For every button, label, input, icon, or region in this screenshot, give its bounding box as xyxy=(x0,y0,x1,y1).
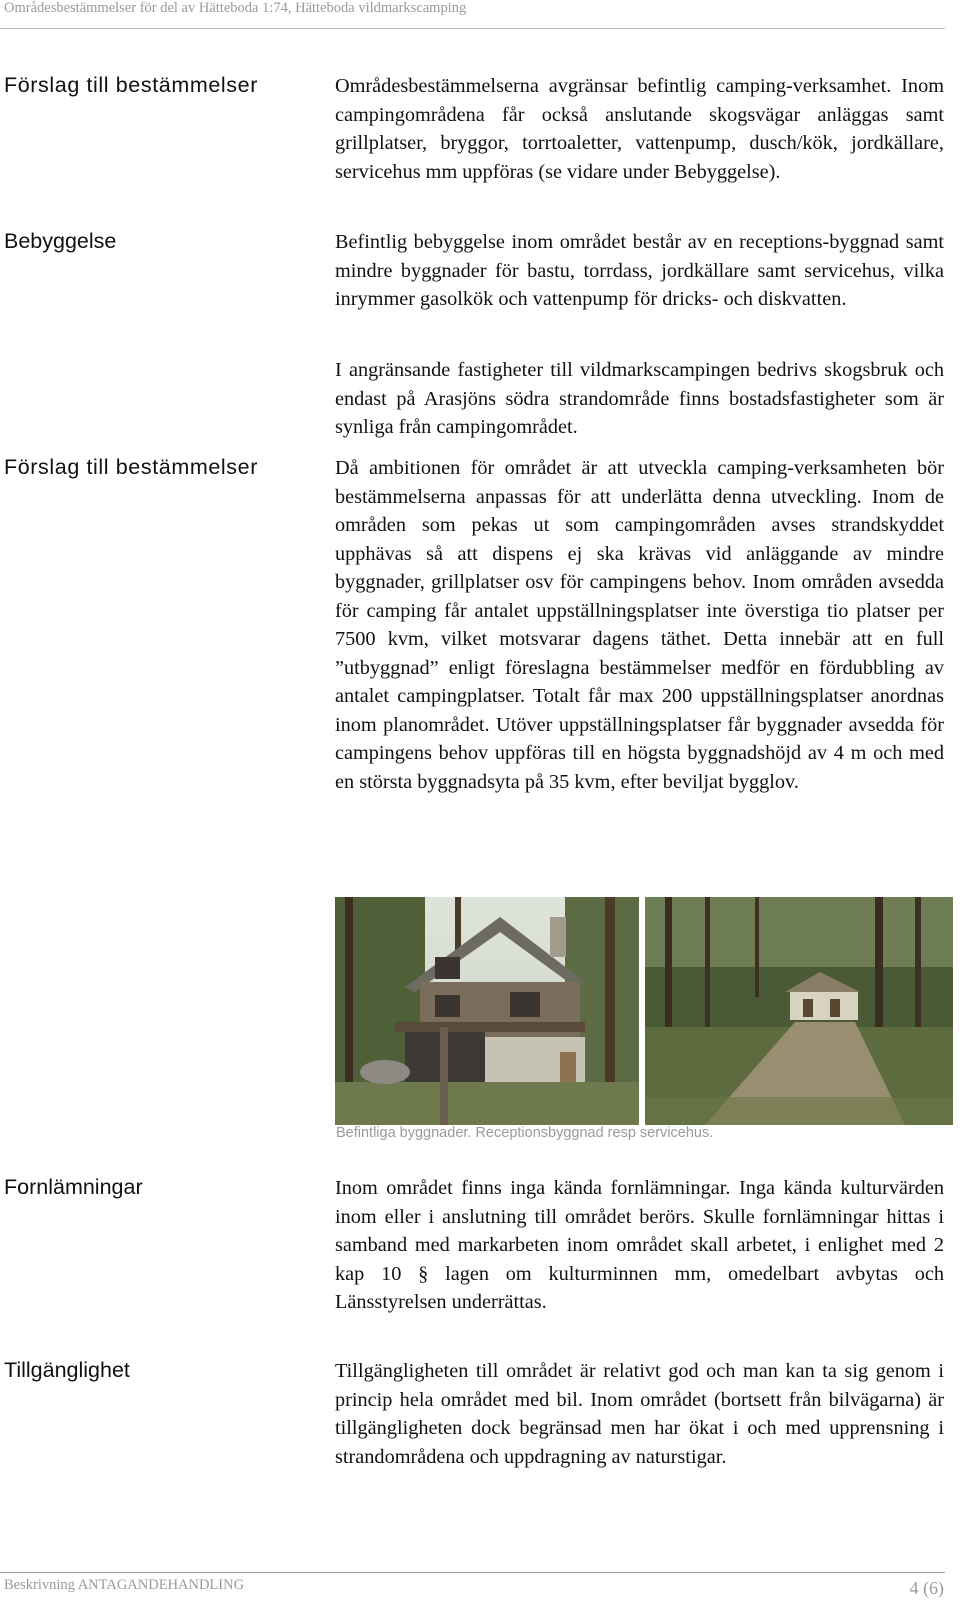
section-label-fornlamningar: Fornlämningar xyxy=(4,1175,143,1199)
paragraph-forslag-1: Områdesbestämmelserna avgränsar befintlig camping-verksamhet. Inom campingområdena får också anslutande skogsvägar anläggas samt grillplatser, bryggor, torrtoaletter, vattenpump, dusch/kök, jordkällare, servicehus mm uppföras (se vidare under Bebyggelse). xyxy=(335,75,944,183)
footer-page-number: 4 (6) xyxy=(909,1578,944,1598)
section-label-forslag-2: Förslag till bestämmelser xyxy=(4,455,258,479)
paragraph-bebyggelse-1: Befintlig bebyggelse inom området består av en receptions-byggnad samt mindre byggnader för bastu, torrdass, jordkällare samt servicehus, vilka inrymmer gasolkök och vattenpump för dricks- och diskvatten. xyxy=(335,231,944,310)
page-header: Områdesbestämmelser för del av Hätteboda 1:74, Hätteboda vildmarkscamping xyxy=(4,0,467,16)
paragraph-forslag-2: Då ambitionen för området är att utveckla camping-verksamheten bör bestämmelserna anpassas för att underlätta denna utveckling. Inom de områden som pekas ut som campingområden avses strandskyddet upphävas så att dispens ej ska krävas vid anläggande av mindre byggnader, grillplatser osv för campingens behov. Inom områden avsedda för camping får antalet uppställningsplatser inte överstiga tio platser per 7500 kvm, vilket motsvarar dagens täthet. Detta innebär att en full ”utbyggnad” enligt föreslagna bestämmelser medför en fördubbling av antalet campingplatser. Totalt får max 200 uppställningsplatser anordnas inom planområdet. Utöver uppställningsplatser får byggnader avsedda för campingens behov uppföras till en högsta byggnadshöjd av 4 m och med en största byggnadsyta på 35 kvm, efter beviljat bygglov. xyxy=(335,457,944,793)
paragraph-fornlamningar: Inom området finns inga kända fornlämningar. Inga kända kulturvärden inom eller i anslutning till området berörs. Skulle fornlämningar hittas i samband med markarbeten inom området skall arbetet, i enlighet med 2 kap 10 § lagen om kulturminnen mm, omedelbart avbytas och Länsstyrelsen underrättas. xyxy=(335,1177,944,1313)
section-label-forslag-1: Förslag till bestämmelser xyxy=(4,73,258,97)
photo-service-building xyxy=(645,897,953,1125)
photo-reception-building xyxy=(335,897,639,1125)
footer-divider xyxy=(0,1572,945,1573)
header-divider xyxy=(0,28,945,29)
section-label-bebyggelse: Bebyggelse xyxy=(4,229,117,253)
section-label-tillganglighet: Tillgänglighet xyxy=(4,1358,130,1382)
footer-document-type: Beskrivning ANTAGANDEHANDLING xyxy=(4,1577,245,1593)
paragraph-bebyggelse-2: I angränsande fastigheter till vildmarkscampingen bedrivs skogsbruk och endast på Arasjöns södra strandområde finns bostadsfastigheter som är synliga från campingområdet. xyxy=(335,359,944,438)
paragraph-tillganglighet: Tillgängligheten till området är relativt god och man kan ta sig genom i princip hela området med bil. Inom området (bortsett från bilvägarna) är tillgängligheten dock begränsad men har ökat i och med upprensning i strandområdena och uppdragning av naturstigar. xyxy=(335,1360,944,1468)
figure-caption: Befintliga byggnader. Receptionsbyggnad resp servicehus. xyxy=(336,1125,714,1141)
